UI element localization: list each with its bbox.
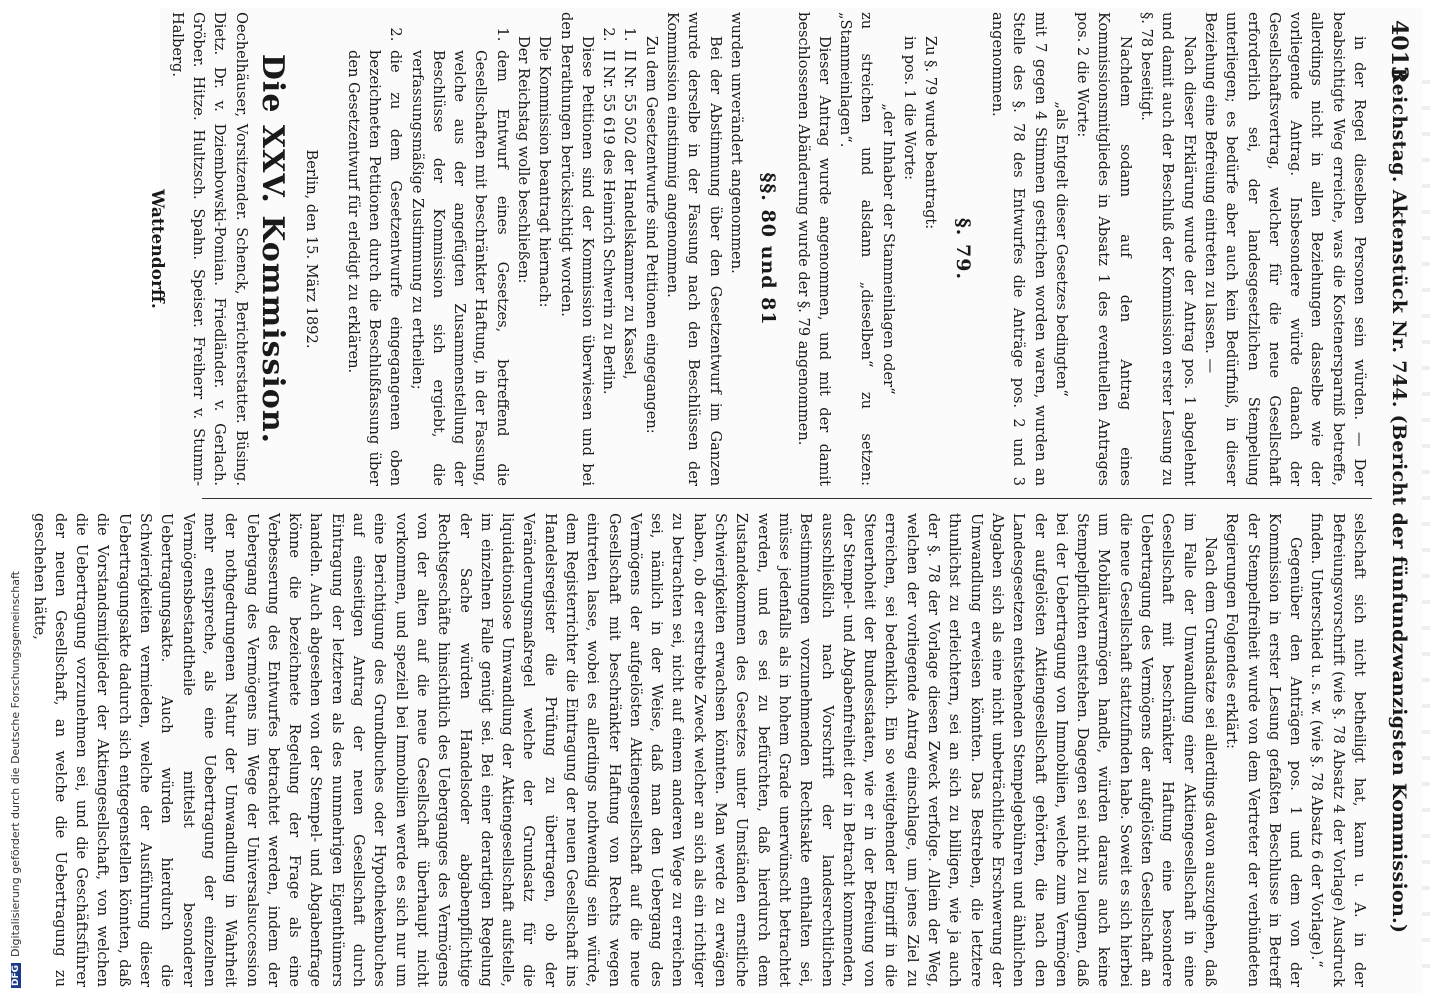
paragraph: Zu §. 79 wurde beantragt: <box>922 36 940 230</box>
paragraph: Zu dem Gesetzentwurfe sind Petitionen eingegangen: <box>642 36 660 434</box>
commission-title: Die XXV. Kommission. <box>255 53 291 445</box>
section-heading-80-81: §§. 80 und 81 <box>757 172 780 326</box>
paragraph: Diese Petitionen sind der Kommission überwiesen und bei den Berathungen berücksichtigt worden. <box>557 12 596 486</box>
left-column <box>146 12 1370 486</box>
paragraph: Der Reichstag wolle beschließen: <box>515 36 533 284</box>
paragraph: Nachdem sodann auf den Antrag eines Kommissionsmitgliedes in Absatz 1 des eventuellen Antrages pos. 2 die Worte: <box>1074 12 1134 486</box>
column-divider <box>202 498 1372 499</box>
list-item: 2. die zu dem Gesetzentwurfe eingegangenen oben bezeichneten Petitionen durch die Beschlußfassung über den Gesetzentwurf für erledigt zu erklären. <box>342 46 406 486</box>
resolution-list <box>342 12 512 486</box>
paragraph: Nach dem Grundsatze sei allerdings davon auszugehen, daß im Falle der Umwandlung einer Aktiengesellschaft in eine Gesellschaft mit beschränkter Haftung eine besondere Uebertragung des Vermögens der aufgelösten Gesellschaft an die neue Gesellschaft stattzufinden habe. Soweit es sich hierbei um Mobiliarvermögen handle, würden daraus auch keine Stempelpflichten entstehen. Dagegen sei nicht zu leugnen, daß bei der Uebertragung von Immobilien, welche zum Vermögen der aufgelösten Aktiengesellschaft gehörten, die nach den Landesgesetzen entstehenden Stempelgebühren und ähnlichen Abgaben sich als eine nicht unbeträchtliche Erschwerung der Umwandlung erweisen könnten. Das Bestreben, die letztere thunlichst zu erleichtern, sei an sich zu billigen, wie ja auch der §. 78 der Vorlage diesen Zweck verfolge. Allein der Weg, welchen der vorliegende Antrag einschlage, um jenes Ziel zu erreichen, sei bedenklich. Ein so weitgehender Eingriff in die Steuerhoheit der Bundesstaaten, wie er in der Befreiung von der Stempel- und Abgabenfreiheit der in Betracht kommenden, ausschließlich nach Vorschrift der landesrechtlichen Bestimmungen vorzunehmenden Rechtsakte enthalten sei, müsse jedenfalls als in hohem Grade unerwünscht betrachtet werden, und es sei zu befürchten, daß hierdurch dem Zustandekommen des Gesetzes unter Umständen ernstliche Schwierigkeiten erwachsen könnten. Man werde zu erwägen haben, ob der erstrebte Zweck welcher an sich als ein richtiger zu betrachten sei, nicht auf einem anderen Wege zu erreichen sei, nämlich in der Weise, daß man den Uebergang des Vermögens der aufgelösten Aktiengesellschaft auf die neue Gesellschaft mit beschränkter Haftung von Rechts wegen eintreten lasse, wobei es allerdings nothwendig sein würde, dem Registerrichter die Eintragung der neuen Gesellschaft ins Handelsregister die Prüfung zu übertragen, ob der Veränderungsmaßregel welche der Grundsatz für die liquidationslose Umwandlung der Aktiengesellschaft aufstelle, im einzelnen Falle genügt sei. Bei einer derartigen Regelung der Sache würden Handelsoder abgabenpflichtige Rechtsgeschäfte hinsichtlich des Ueberganges des Vermögens von der alten auf die neue Gesellschaft überhaupt nicht vorkommen, und speziell bei Immobilien werde es sich nur um eine Berichtigung des Grundbuches oder Hypothekenbuches auf einseitigen Antrag der neuen Gesellschaft durch Eintragung der letzteren als des nunmehrigen Eigenthümers handeln. Auch abgesehen von der Stempel- und Abgabenfrage könne die bezeichnete Regelung der Frage als eine Verbesserung des Entwurfes betrachtet werden, indem der Uebergang des Vermögens im Wege der Universalsuccession der nothgedrungenen Natur der Umwandlung in Wahrheit mehr entspreche, als eine Uebertragung der einzelnen Vermögensbestandtheile mittelst besonderer Uebertragungsakte. Auch würden hierdurch die Schwierigkeiten vermieden, welche der Ausführung dieser Uebertragungsakte dadurch sich entgegenstellen könnten, daß die Vorstandsmitglieder der Aktiengesellschaft, von welchen die Uebertragung vorzunehmen sei, und die Geschäftsführer der neuen Gesellschaft, an welche die Uebertragung zu geschehen hätte, <box>30 513 1219 987</box>
paragraph: Dieser Antrag wurde angenommen, und mit der damit beschlossenen Abänderung wurde der §. 79 angenommen. <box>794 12 833 486</box>
scanned-page <box>30 8 1422 993</box>
list-item: 2. II Nr. 55 619 des Heinrich Schwerin zu Berlin. <box>598 46 619 486</box>
paragraph: zu streichen und alsdann „dieselben“ zu setzen: „Stammeinlagen“. <box>837 12 876 486</box>
paragraph: in der Regel dieselben Personen sein würden. — Der beabsichtigte Weg erreiche, was die Kostenersparniß betreffe, allerdings nicht in allen Beziehungen dasselbe wie der vorliegende Antrag. Insbesondere würde danach der Gesellschaftsvertrag, welcher für die neue Gesellschaft erforderlich sei, der landesgesetzlichen Stempelung unterliegen; es bedürfe aber auch kein Bedürfniß, in dieser Beziehung eine Befreiung eintreten zu lassen. — <box>1201 12 1368 486</box>
date-line: Berlin, den 15. März 1892. <box>303 149 321 349</box>
page-number: 4013 <box>1386 20 1412 82</box>
right-column <box>30 513 1370 987</box>
quoted-phrase: „als Entgelt dieser Gesetzes bedingten“ <box>1052 101 1070 397</box>
paragraph: Bei der Abstimmung über den Gesetzentwurf im Ganzen wurde derselbe in der Fassung nach den Beschlüssen der Kommission einstimmig angenommen. <box>664 12 724 486</box>
digitization-credit <box>9 571 22 988</box>
dfg-logo: DFG <box>11 964 21 986</box>
paragraph: mit 7 gegen 4 Stimmen gestrichen worden waren, wurden an Stelle des §. 78 des Entwurfes die Anträge pos. 2 und 3 angenommen. <box>988 12 1049 486</box>
page-header <box>1374 8 1414 993</box>
digitization-credit-text: Digitalisierung gefördert durch die Deutsche Forschungsgemeinschaft <box>9 571 22 957</box>
list-item: 1. II Nr. 55 502 der Handelskammer zu Kassel, <box>619 46 640 486</box>
paragraph: in pos. 1 die Worte: <box>901 36 919 180</box>
paragraph: Die Kommission beantragt hiernach: <box>536 36 554 308</box>
paragraph: Gegenüber den Anträgen pos. 1 und dem von der Kommission in erster Lesung gefaßten Beschlusse in Betreff der Stempelfreiheit wurde von dem Vertreter der verbündeten Regierungen Folgendes erklärt: <box>1223 513 1305 987</box>
list-item: 1. dem Entwurf eines Gesetzes, betreffend die Gesellschaften mit beschränkter Haftung, in der Fassung, welche aus der angefügten Zusammenstellung der Beschlüsse der Kommission sich ergiebt, die verfassungsmäßige Zustimmung zu ertheilen; <box>406 46 512 486</box>
page-header-title: Reichstag. Aktenstück Nr. 744. (Bericht der fünfundzwanzigsten Kommission.) <box>1388 67 1410 934</box>
quoted-phrase: „der Inhaber der Stammeinlagen oder“ <box>879 103 897 395</box>
signature-last: Wattendorff. <box>146 189 167 309</box>
paragraph: selschaft sich nicht betheiligt hat, kann u. A. in der Befreiungsvorschrift (wie §. 78 Absatz 4 der Vorlage) Ausdruck finden. Unterschied u. s. w. (wie §. 78 Absatz 6 der Vorlage).“ <box>1308 513 1368 987</box>
signature-list: Oechelhäuser, Vorsitzender. Schenck, Berichterstatter. Büsing. Dietz. Dr. v. Dziembowski-Pomian. Friedländer. v. Gerlach. Gröber. Hitze. Hultzsch. Spahn. Speiser. Freiherr v. Stumm-Halberg. <box>168 12 250 486</box>
petition-list <box>598 12 641 486</box>
paragraph: wurden unverändert angenommen. <box>727 12 745 274</box>
paragraph: Nach dieser Erklärung wurde der Antrag pos. 1 abgelehnt und damit auch der Beschluß der Kommission erster Lesung zu §. 78 beseitigt. <box>1138 12 1198 486</box>
section-heading-79: §. 79. <box>951 217 974 281</box>
